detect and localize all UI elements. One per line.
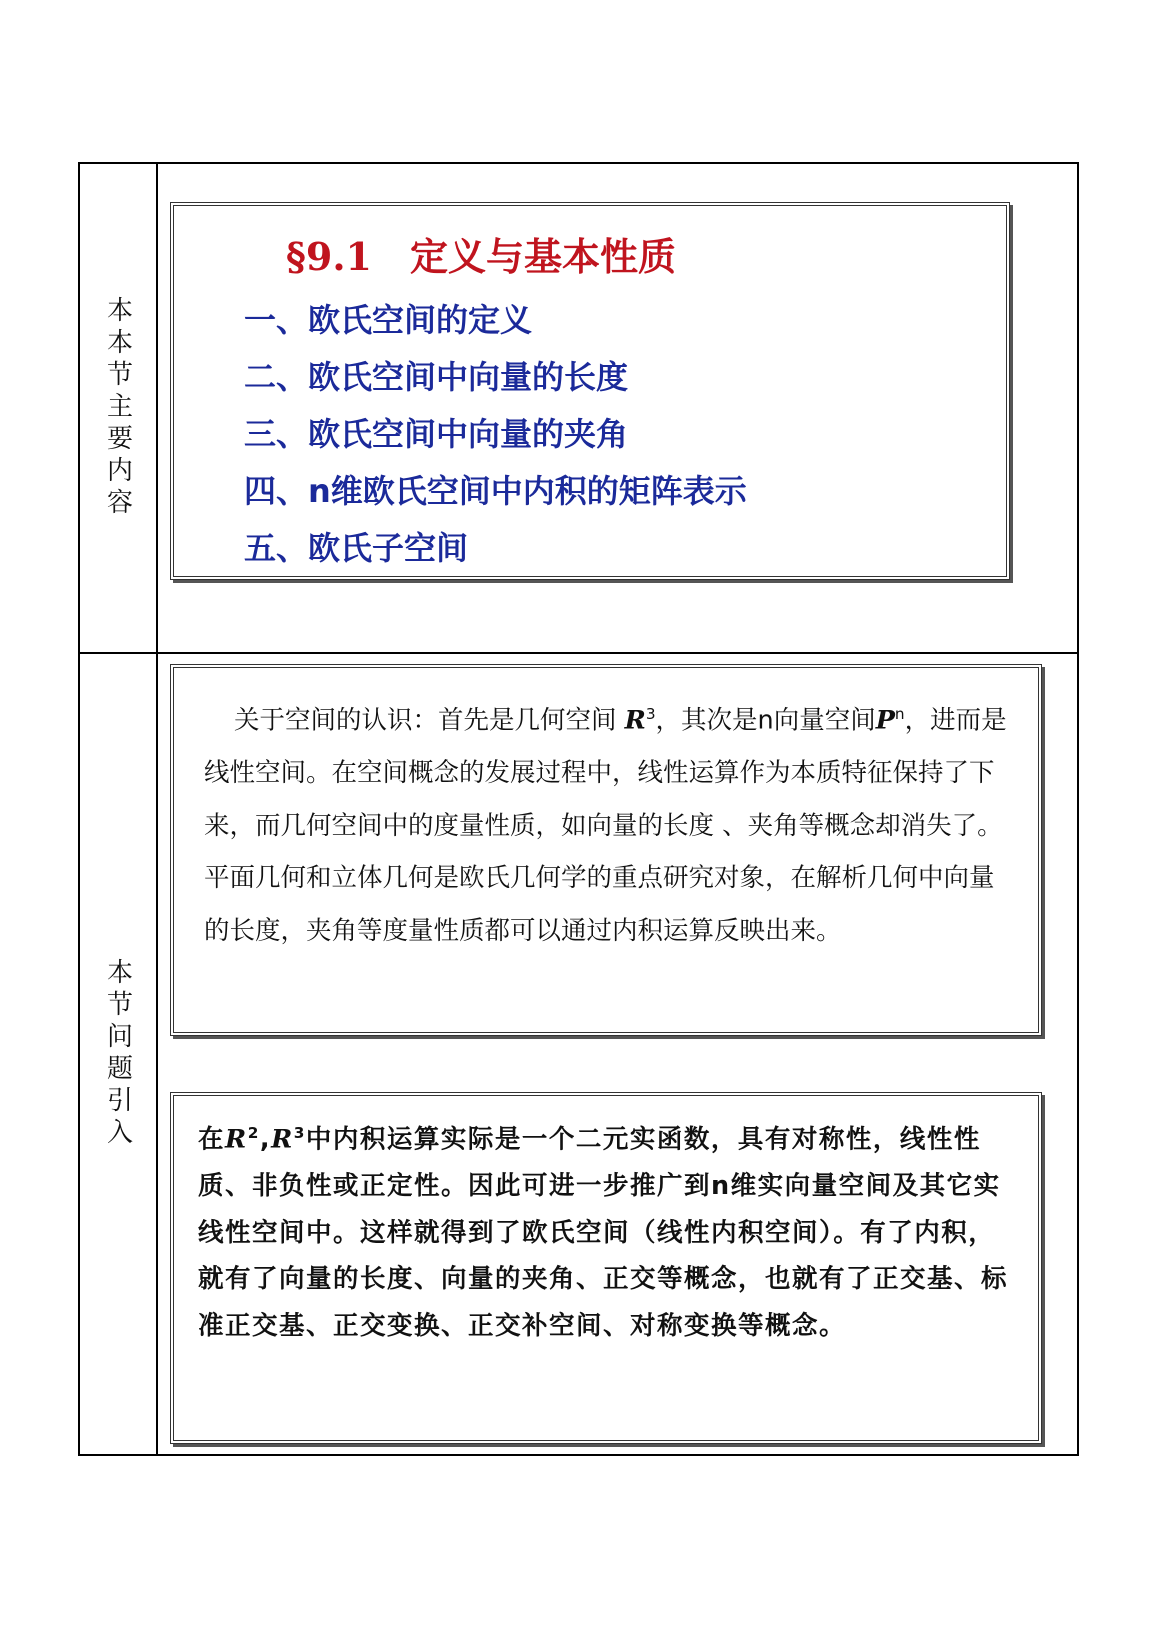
section-title: §9.1 定义与基本性质 bbox=[286, 234, 676, 279]
outline-list bbox=[244, 292, 747, 577]
math-symbol: R bbox=[271, 1124, 294, 1155]
math-symbol: R bbox=[624, 705, 646, 736]
outline-item: 五、欧氏子空间 bbox=[244, 529, 469, 567]
intro-paragraph bbox=[204, 688, 1012, 957]
extension-text: 中内积运算实际是一个二元实函数，具有对称性，线性性质、非负性或正定性。因此可进一步推广到n维实向量空间及其它实线性空间中。这样就得到了欧氏空间（线性内积空间）。有了内积，就有了向量的长度、向量的夹角、正交等概念，也就有了正交基、标准正交基、正交变换、正交补空间、对称变换等概念。 bbox=[198, 1124, 1009, 1341]
extension-paragraph bbox=[198, 1110, 1012, 1349]
content-table bbox=[78, 162, 1079, 1456]
outline-item: 四、n维欧氏空间中内积的矩阵表示 bbox=[244, 472, 747, 510]
math-symbol: P bbox=[875, 705, 895, 736]
math-symbol: R bbox=[225, 1124, 248, 1155]
intro-text: ，进而是线性空间。在空间概念的发展过程中，线性运算作为本质特征保持了下来，而几何空间中的度量性质，如向量的长度 、夹角等概念却消失了。平面几何和立体几何是欧氏几何学的重点研究对象，在解析几何中向量的长度，夹角等度量性质都可以通过内积运算反映出来。 bbox=[204, 705, 1007, 946]
math-superscript: 3 bbox=[645, 705, 656, 723]
intro-text: ，其次是n向量空间 bbox=[655, 705, 876, 736]
intro-row bbox=[80, 654, 1077, 1454]
math-superscript: 2 bbox=[247, 1124, 260, 1142]
extension-text: 在 bbox=[198, 1124, 226, 1155]
main-content-label: 本本节主要内容 bbox=[102, 296, 133, 520]
intro-label: 本节问题引入 bbox=[102, 958, 133, 1150]
intro-text: 关于空间的认识：首先是几何空间 bbox=[234, 705, 625, 736]
row-label-cell bbox=[80, 654, 158, 1454]
main-content-row bbox=[80, 164, 1077, 654]
intro-paragraph-frame bbox=[170, 664, 1042, 1036]
row-label-cell bbox=[80, 164, 158, 652]
extension-paragraph-frame bbox=[170, 1092, 1042, 1444]
outline-item: 二、欧氏空间中向量的长度 bbox=[244, 358, 629, 396]
section-outline-frame bbox=[170, 202, 1010, 580]
outline-item: 一、欧氏空间的定义 bbox=[244, 301, 533, 339]
outline-item: 三、欧氏空间中向量的夹角 bbox=[244, 415, 629, 453]
math-superscript: n bbox=[894, 705, 905, 723]
math-separator: , bbox=[259, 1124, 272, 1155]
math-superscript: 3 bbox=[293, 1124, 306, 1142]
